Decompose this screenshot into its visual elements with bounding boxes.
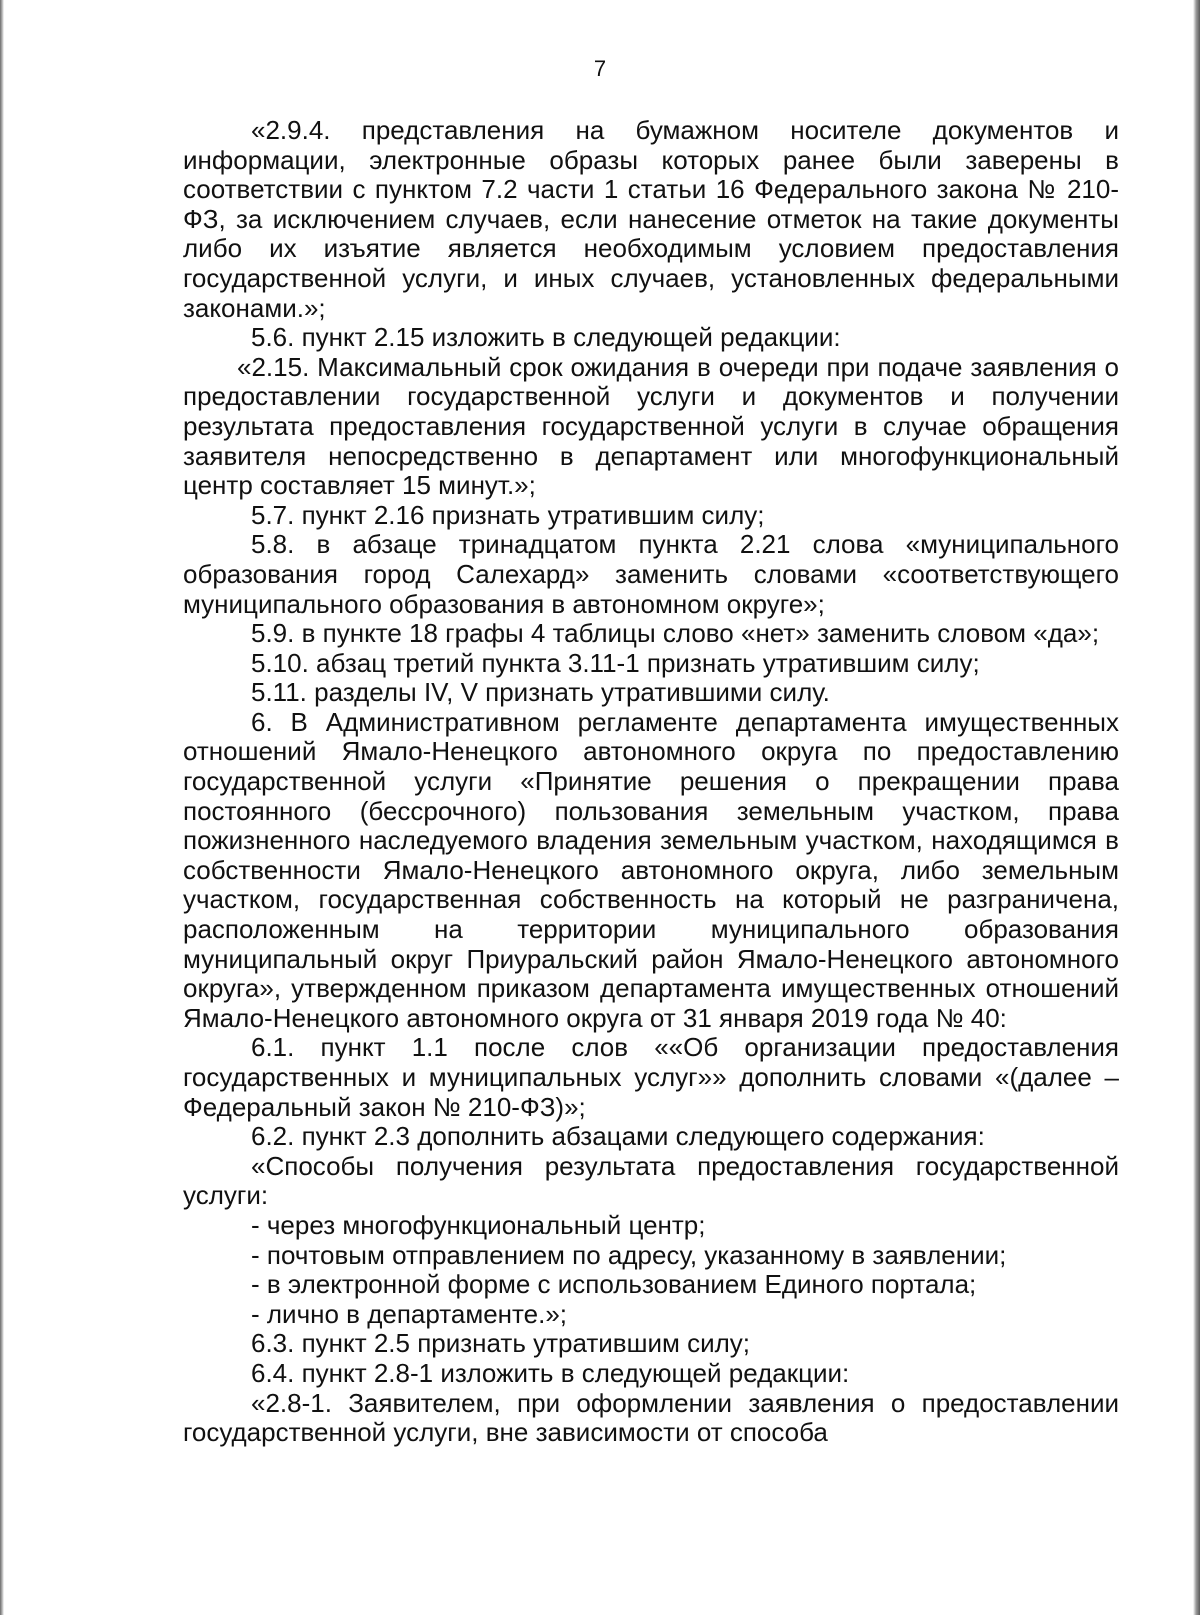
document-body [183,116,1119,1448]
scan-edge-right [1193,0,1200,1615]
paragraph: 6. В Административном регламенте департамента имущественных отношений Ямало-Ненецкого автономного округа по предоставлению государственной услуги «Принятие решения о прекращении права постоянного (бессрочного) пользования земельным участком, права пожизненного наследуемого владения земельным участком, находящимся в собственности Ямало-Ненецкого автономного округа, либо земельным участком, государственная собственность на который не разграничена, расположенным на территории муниципального образования муниципальный округ Приуральский район Ямало-Ненецкого автономного округа», утвержденном приказом департамента имущественных отношений Ямало-Ненецкого автономного округа от 31 января 2019 года № 40: [183,706,1119,1033]
list-item: - через многофункциональный центр; [251,1209,706,1240]
scan-edge-left [0,0,4,1615]
paragraph: 5.9. в пункте 18 графы 4 таблицы слово «нет» заменить словом «да»; [251,618,1100,649]
list-item: - в электронной форме с использованием Единого портала; [251,1269,977,1300]
paragraph: «2.15. Максимальный срок ожидания в очереди при подаче заявления о предоставлении государственной услуги и документов и получении результата предоставления государственной услуги в случае обращения заявителя непосредственно в департамент или многофункциональный центр составляет 15 минут.»; [183,351,1119,501]
paragraph: 5.11. разделы IV, V признать утратившими силу. [251,677,830,708]
paragraph: 6.1. пункт 1.1 после слов ««Об организации предоставления государственных и муниципальных услуг»» дополнить словами «(далее – Федеральный закон № 210-ФЗ)»; [183,1032,1119,1122]
paragraph: 6.4. пункт 2.8-1 изложить в следующей редакции: [251,1357,850,1388]
paragraph: «Способы получения результата предоставления государственной услуги: [183,1150,1119,1211]
paragraph: 6.3. пункт 2.5 признать утратившим силу; [251,1328,751,1359]
paragraph: 5.6. пункт 2.15 изложить в следующей редакции: [251,322,841,353]
paragraph: 5.8. в абзаце тринадцатом пункта 2.21 слова «муниципального образования город Салехард» заменить словами «соответствующего муниципального образования в автономном округе»; [183,529,1119,619]
paragraph: 6.2. пункт 2.3 дополнить абзацами следующего содержания: [251,1121,985,1152]
paragraph: 5.7. пункт 2.16 признать утратившим силу; [251,499,765,530]
page-number: 7 [593,56,607,81]
paragraph: 5.10. абзац третий пункта 3.11-1 признать утратившим силу; [251,647,980,678]
paragraph: «2.9.4. представления на бумажном носителе документов и информации, электронные образы которых ранее были заверены в соответствии с пунктом 7.2 части 1 статьи 16 Федерального закона № 210-ФЗ, за исключением случаев, если нанесение отметок на такие документы либо их изъятие является необходимым условием предоставления государственной услуги, и иных случаев, установленных федеральными законами.»; [183,115,1119,323]
list-item: - почтовым отправлением по адресу, указанному в заявлении; [251,1239,1007,1270]
list-item: - лично в департаменте.»; [251,1298,568,1329]
paragraph: «2.8-1. Заявителем, при оформлении заявления о предоставлении государственной услуги, вне зависимости от способа [183,1387,1119,1448]
